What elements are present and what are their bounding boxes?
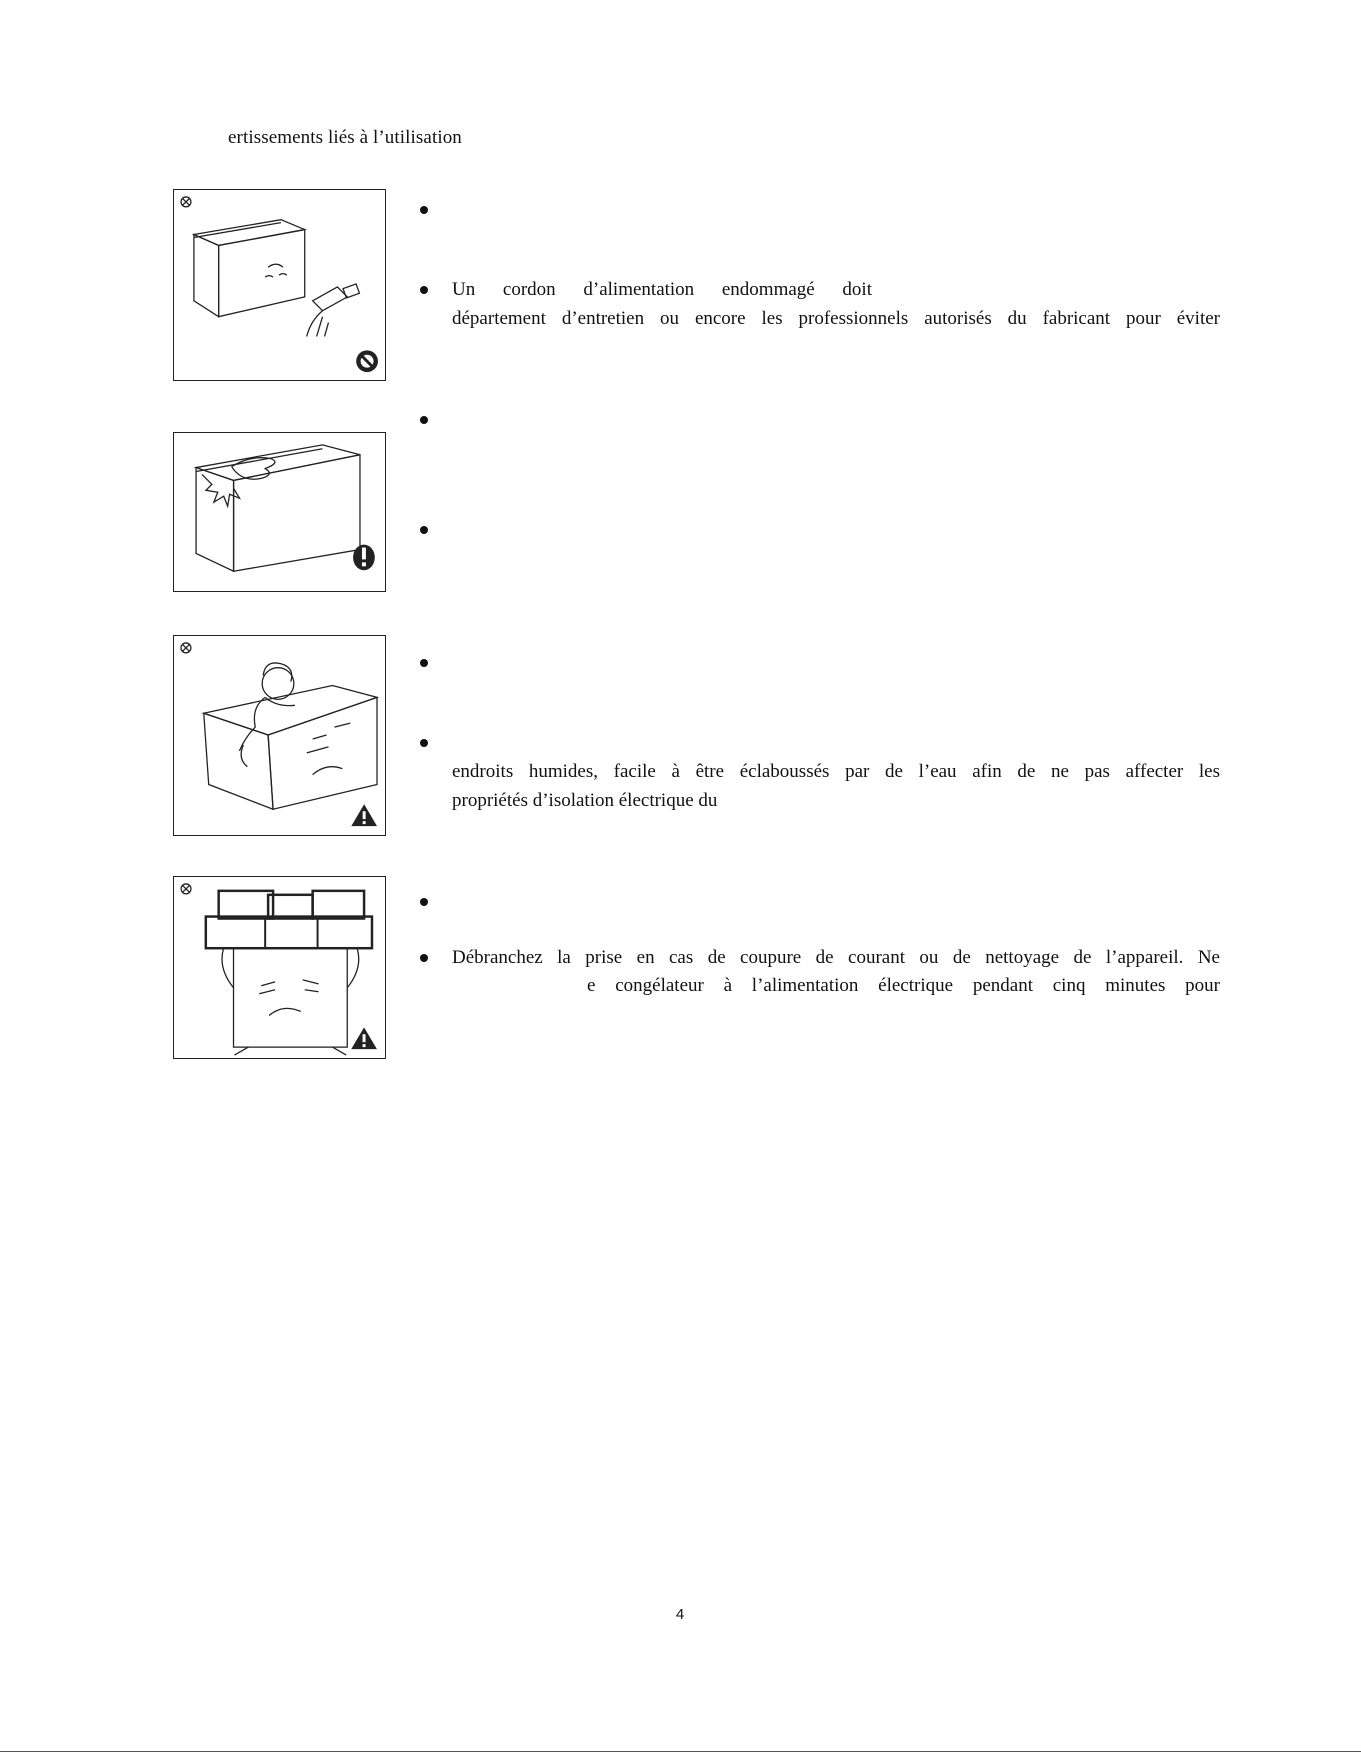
paragraph-8-line-1: Débranchez la prise en cas de coupure de courant ou de nettoyage de l’appareil. Ne — [452, 947, 1220, 968]
freezer-lid-hand-pinch-drawing — [174, 433, 385, 591]
freezer-unplug-cord-drawing — [174, 190, 385, 380]
freezer-unplug-cord-illustration — [173, 189, 386, 381]
no-entry-icon — [356, 350, 378, 372]
bullet-1 — [420, 206, 428, 214]
bullet-8 — [420, 954, 428, 962]
warning-triangle-icon — [351, 804, 377, 826]
freezer-heavy-boxes-drawing — [174, 877, 385, 1058]
bullet-3 — [420, 416, 428, 424]
bullet-5 — [420, 659, 428, 667]
bullet-4 — [420, 526, 428, 534]
freezer-lid-hand-pinch-illustration — [173, 432, 386, 592]
child-on-freezer-illustration — [173, 635, 386, 836]
freezer-heavy-boxes-illustration — [173, 876, 386, 1059]
bullet-7 — [420, 898, 428, 906]
paragraph-8-line-2: e congélateur à l’alimentation électrique pendant cinq minutes pour — [587, 975, 1220, 996]
paragraph-2-line-1: Un cordon d’alimentation endommagé doit — [452, 279, 872, 300]
bullet-6 — [420, 739, 428, 747]
exclamation-icon — [353, 545, 375, 571]
bullet-2 — [420, 286, 428, 294]
paragraph-2-line-2: département d’entretien ou encore les professionnels autorisés du fabricant pour éviter — [452, 308, 1220, 329]
child-on-freezer-drawing — [174, 636, 385, 835]
bottom-rule — [0, 1751, 1361, 1752]
page-number: 4 — [675, 1606, 685, 1623]
paragraph-6-line-3: propriétés d’isolation électrique du — [452, 790, 718, 811]
paragraph-6-line-2: endroits humides, facile à être éclaboussés par de l’eau afin de ne pas affecter les — [452, 761, 1220, 782]
section-heading: ertissements liés à l’utilisation — [228, 127, 462, 148]
warning-triangle-icon — [351, 1027, 377, 1049]
